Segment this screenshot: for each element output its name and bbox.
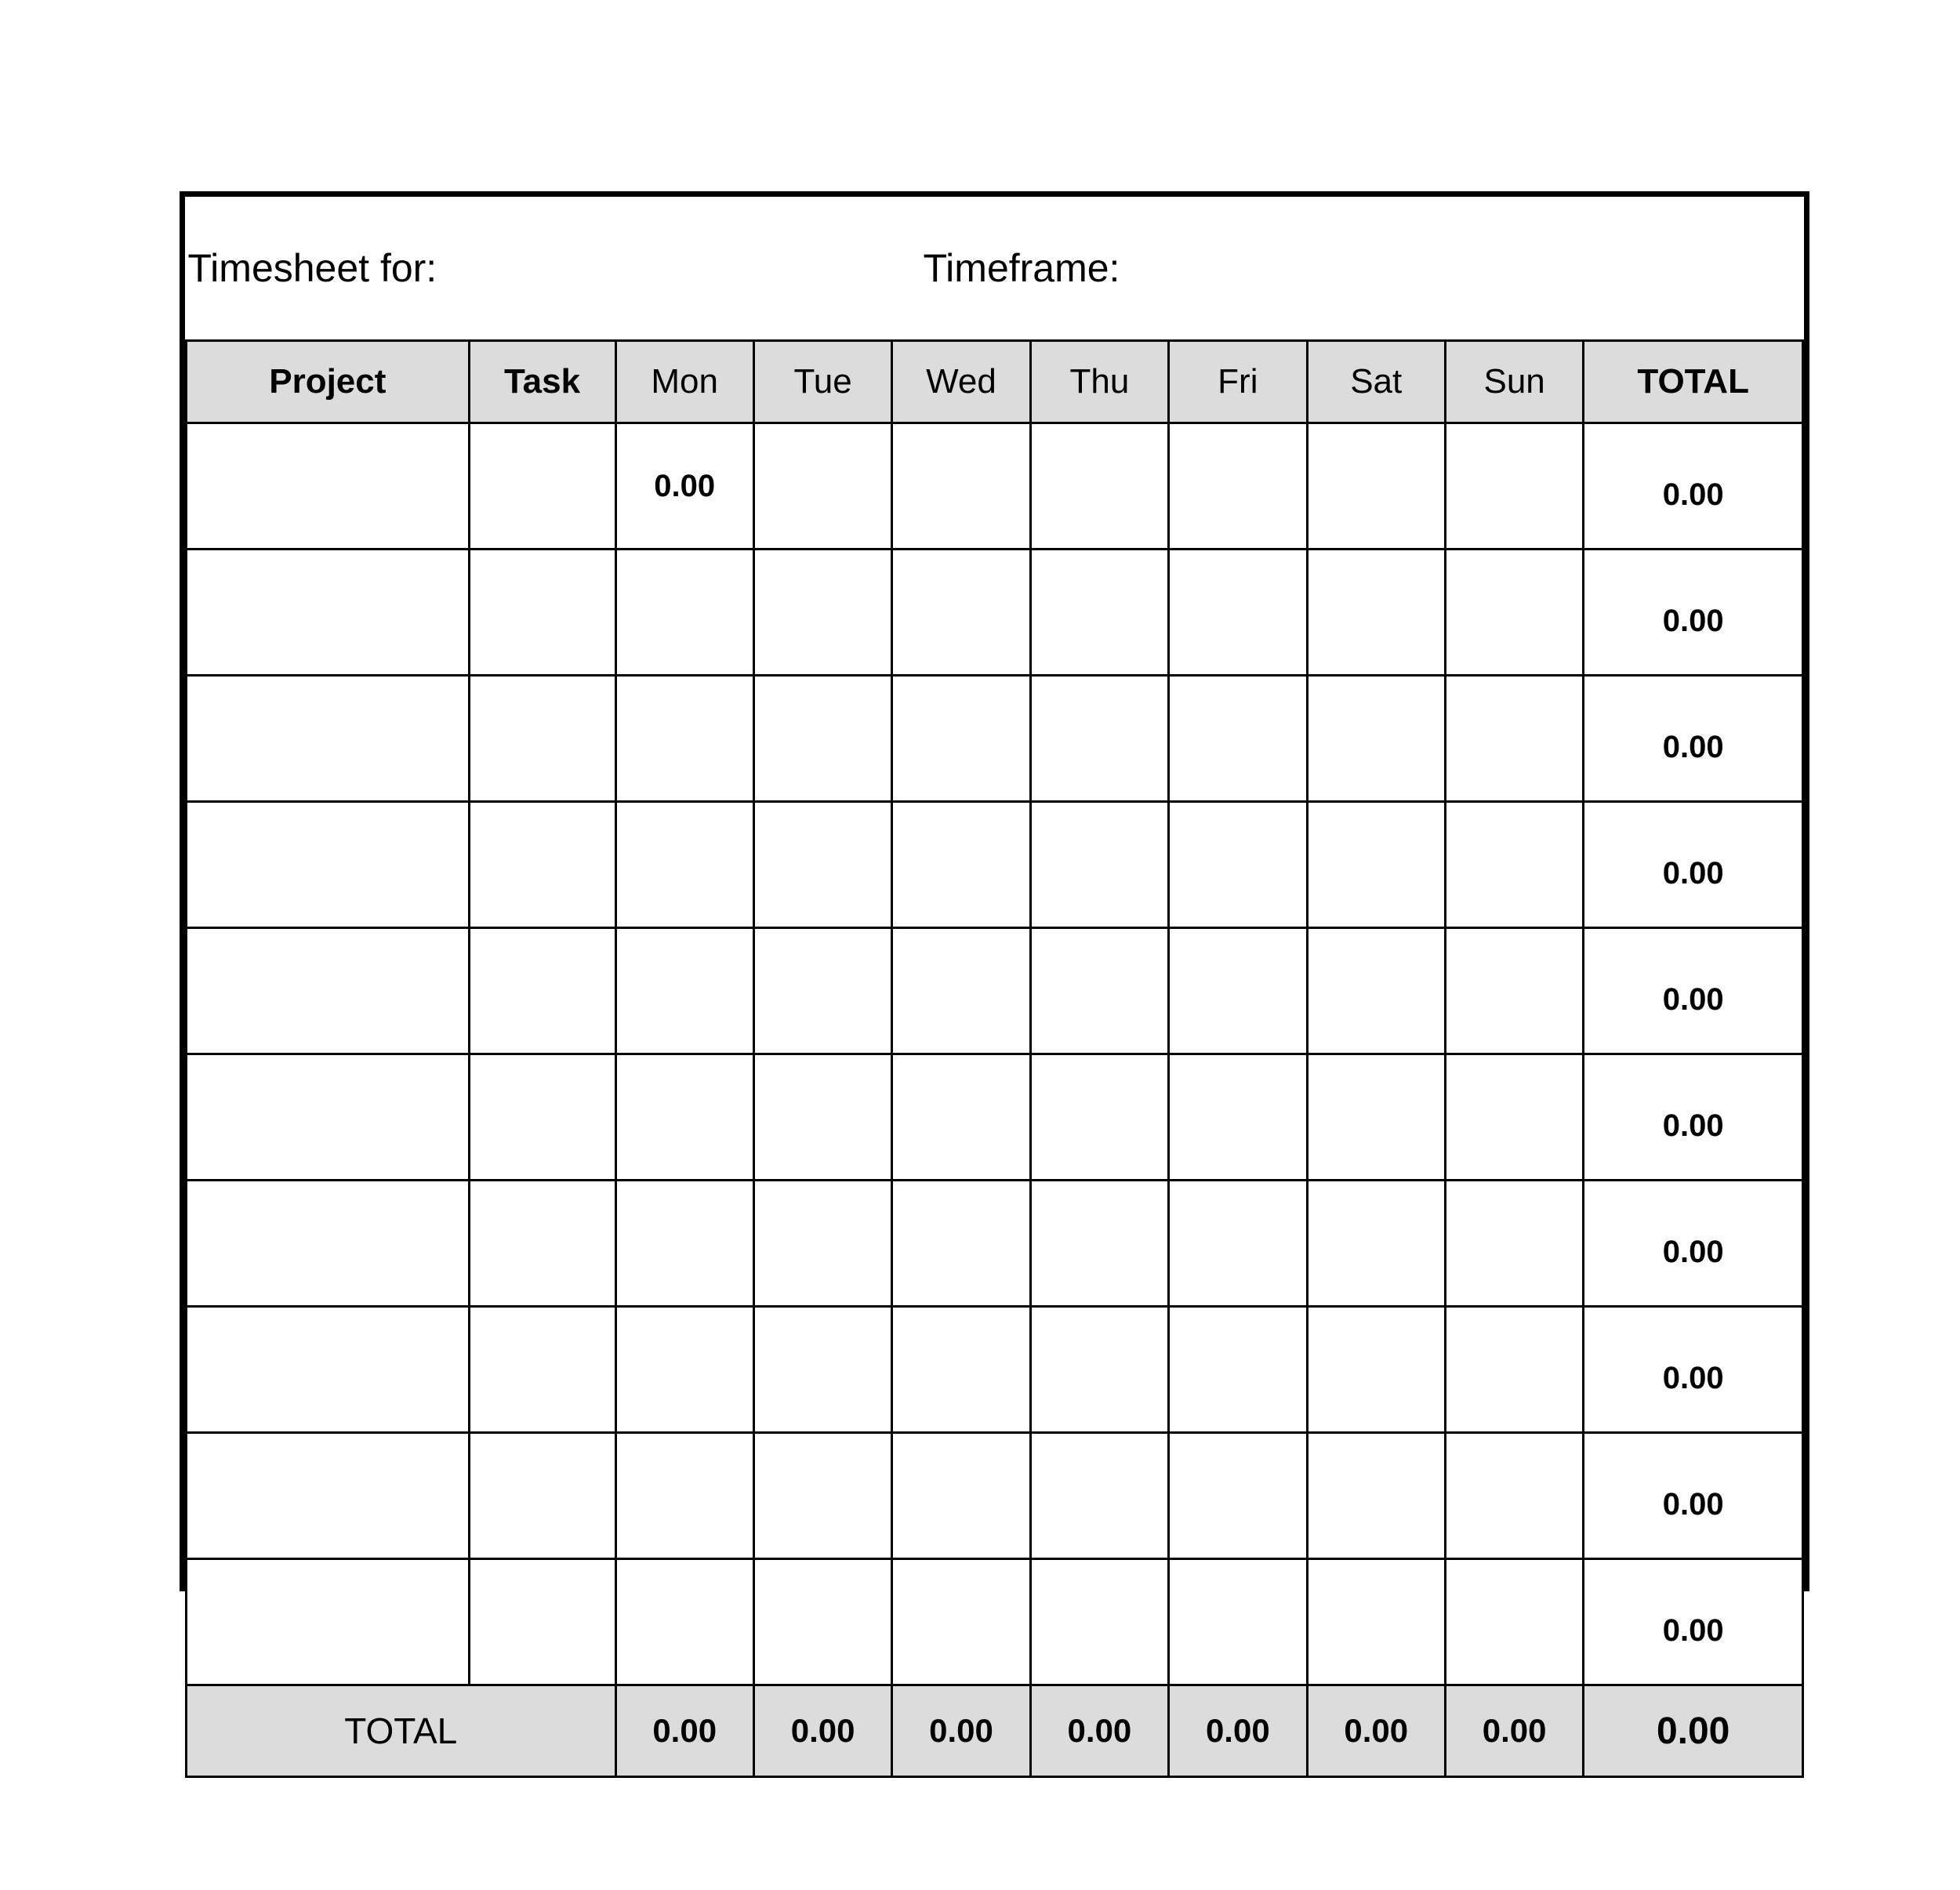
table-row (187, 676, 1803, 802)
timesheet-for-label: Timesheet for: (187, 246, 437, 290)
cell-row-total: 0.00 (1584, 676, 1803, 802)
cell-wed[interactable] (892, 1433, 1030, 1559)
cell-task[interactable] (469, 1181, 615, 1307)
cell-mon[interactable] (615, 550, 753, 676)
header-cell-tue: Tue (753, 341, 891, 423)
cell-wed[interactable] (892, 550, 1030, 676)
cell-fri[interactable] (1169, 802, 1307, 928)
title-row (187, 197, 1803, 341)
cell-sat[interactable] (1307, 550, 1445, 676)
cell-tue[interactable] (753, 802, 891, 928)
cell-row-total: 0.00 (1584, 1559, 1803, 1685)
cell-tue[interactable] (753, 423, 891, 550)
cell-row-total: 0.00 (1584, 550, 1803, 676)
cell-task[interactable] (469, 1054, 615, 1181)
cell-task[interactable] (469, 1433, 615, 1559)
cell-wed[interactable] (892, 1559, 1030, 1685)
cell-sat[interactable] (1307, 1054, 1445, 1181)
cell-thu[interactable] (1030, 1433, 1168, 1559)
cell-project[interactable] (187, 423, 470, 550)
cell-task[interactable] (469, 676, 615, 802)
cell-tue[interactable] (753, 676, 891, 802)
cell-row-total: 0.00 (1584, 1433, 1803, 1559)
cell-sat[interactable] (1307, 1307, 1445, 1433)
cell-mon[interactable] (615, 676, 753, 802)
cell-task[interactable] (469, 1307, 615, 1433)
cell-thu[interactable] (1030, 1181, 1168, 1307)
header-cell-sun: Sun (1445, 341, 1583, 423)
cell-mon[interactable] (615, 1181, 753, 1307)
cell-task[interactable] (469, 550, 615, 676)
cell-project[interactable] (187, 802, 470, 928)
cell-fri[interactable] (1169, 1054, 1307, 1181)
cell-mon[interactable] (615, 1307, 753, 1433)
cell-thu[interactable] (1030, 1307, 1168, 1433)
cell-thu[interactable] (1030, 1054, 1168, 1181)
timeframe-label: Timeframe: (923, 246, 1120, 290)
cell-sun[interactable] (1445, 1307, 1583, 1433)
header-cell-sat: Sat (1307, 341, 1445, 423)
cell-tue[interactable] (753, 1181, 891, 1307)
grand-total-row (187, 1685, 1803, 1777)
table-row (187, 1307, 1803, 1433)
header-cell-thu: Thu (1030, 341, 1168, 423)
cell-mon[interactable] (615, 1559, 753, 1685)
cell-mon[interactable]: 0.00 (615, 423, 753, 550)
column-header-row (187, 341, 1803, 423)
cell-fri[interactable] (1169, 423, 1307, 550)
cell-fri[interactable] (1169, 928, 1307, 1054)
table-row (187, 802, 1803, 928)
cell-wed[interactable] (892, 928, 1030, 1054)
cell-sat[interactable] (1307, 423, 1445, 550)
cell-sat[interactable] (1307, 928, 1445, 1054)
cell-task[interactable] (469, 928, 615, 1054)
cell-tue[interactable] (753, 550, 891, 676)
cell-task[interactable] (469, 1559, 615, 1685)
cell-mon[interactable] (615, 928, 753, 1054)
cell-wed[interactable] (892, 1307, 1030, 1433)
cell-task[interactable] (469, 802, 615, 928)
cell-sun[interactable] (1445, 1054, 1583, 1181)
cell-thu[interactable] (1030, 676, 1168, 802)
cell-row-total: 0.00 (1584, 928, 1803, 1054)
header-cell-total: TOTAL (1584, 341, 1803, 423)
table-row (187, 1559, 1803, 1685)
cell-fri[interactable] (1169, 1433, 1307, 1559)
header-cell-task: Task (469, 341, 615, 423)
cell-row-total: 0.00 (1584, 423, 1803, 550)
cell-thu[interactable] (1030, 550, 1168, 676)
cell-wed[interactable] (892, 1181, 1030, 1307)
cell-wed[interactable] (892, 802, 1030, 928)
grand-total-sun: 0.00 (1445, 1685, 1583, 1777)
cell-task[interactable] (469, 423, 615, 550)
header-cell-wed: Wed (892, 341, 1030, 423)
cell-project[interactable] (187, 1054, 470, 1181)
cell-sun[interactable] (1445, 676, 1583, 802)
cell-tue[interactable] (753, 928, 891, 1054)
cell-row-total: 0.00 (1584, 802, 1803, 928)
cell-project[interactable] (187, 550, 470, 676)
cell-sat[interactable] (1307, 1559, 1445, 1685)
table-row (187, 550, 1803, 676)
cell-sun[interactable] (1445, 550, 1583, 676)
cell-sun[interactable] (1445, 423, 1583, 550)
grand-total-wed: 0.00 (892, 1685, 1030, 1777)
cell-thu[interactable] (1030, 1559, 1168, 1685)
cell-project[interactable] (187, 1559, 470, 1685)
cell-fri[interactable] (1169, 550, 1307, 676)
cell-fri[interactable] (1169, 1559, 1307, 1685)
timesheet-form (180, 191, 1809, 1752)
cell-fri[interactable] (1169, 1307, 1307, 1433)
cell-sun[interactable] (1445, 928, 1583, 1054)
grand-total-sat: 0.00 (1307, 1685, 1445, 1777)
cell-sun[interactable] (1445, 1181, 1583, 1307)
header-cell-mon: Mon (615, 341, 753, 423)
grand-total-tue: 0.00 (753, 1685, 891, 1777)
cell-project[interactable] (187, 676, 470, 802)
cell-sat[interactable] (1307, 1433, 1445, 1559)
cell-tue[interactable] (753, 1433, 891, 1559)
title-band-cell (187, 197, 1803, 341)
cell-tue[interactable] (753, 1559, 891, 1685)
cell-project[interactable] (187, 928, 470, 1054)
table-row (187, 1054, 1803, 1181)
cell-mon[interactable] (615, 1433, 753, 1559)
cell-wed[interactable] (892, 1054, 1030, 1181)
grand-total-label: TOTAL (187, 1685, 616, 1777)
cell-thu[interactable] (1030, 423, 1168, 550)
grand-total-thu: 0.00 (1030, 1685, 1168, 1777)
timesheet-table (185, 197, 1804, 1778)
table-row (187, 1433, 1803, 1559)
cell-sun[interactable] (1445, 1433, 1583, 1559)
cell-sat[interactable] (1307, 1181, 1445, 1307)
cell-row-total: 0.00 (1584, 1181, 1803, 1307)
cell-thu[interactable] (1030, 928, 1168, 1054)
cell-sat[interactable] (1307, 802, 1445, 928)
grand-total-mon: 0.00 (615, 1685, 753, 1777)
cell-sun[interactable] (1445, 802, 1583, 928)
cell-project[interactable] (187, 1433, 470, 1559)
cell-fri[interactable] (1169, 1181, 1307, 1307)
cell-thu[interactable] (1030, 802, 1168, 928)
cell-project[interactable] (187, 1307, 470, 1433)
cell-mon[interactable] (615, 802, 753, 928)
grand-total-fri: 0.00 (1169, 1685, 1307, 1777)
header-cell-fri: Fri (1169, 341, 1307, 423)
header-cell-project: Project (187, 341, 470, 423)
cell-row-total: 0.00 (1584, 1307, 1803, 1433)
title-band (187, 197, 1803, 339)
table-row (187, 423, 1803, 550)
cell-wed[interactable] (892, 423, 1030, 550)
cell-sun[interactable] (1445, 1559, 1583, 1685)
cell-row-total: 0.00 (1584, 1054, 1803, 1181)
cell-tue[interactable] (753, 1307, 891, 1433)
cell-mon[interactable] (615, 1054, 753, 1181)
grand-total-value: 0.00 (1584, 1685, 1803, 1777)
cell-sat[interactable] (1307, 676, 1445, 802)
cell-wed[interactable] (892, 676, 1030, 802)
cell-fri[interactable] (1169, 676, 1307, 802)
table-row (187, 1181, 1803, 1307)
cell-project[interactable] (187, 1181, 470, 1307)
cell-tue[interactable] (753, 1054, 891, 1181)
table-row (187, 928, 1803, 1054)
